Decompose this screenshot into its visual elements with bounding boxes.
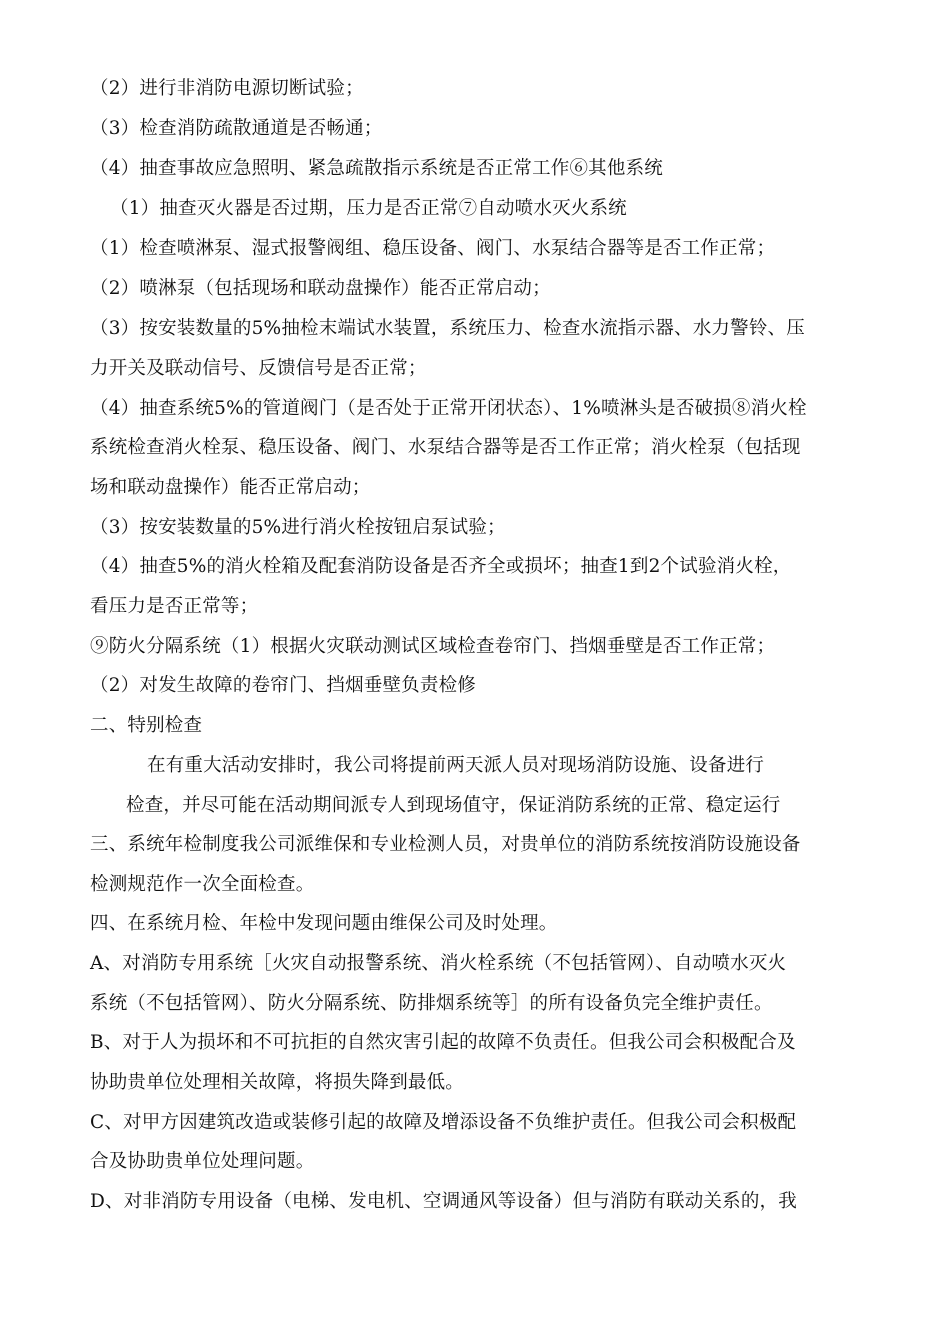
text-line: （4）抽查事故应急照明、紧急疏散指示系统是否正常工作⑥其他系统 (90, 158, 663, 179)
text-line: B、对于人为损坏和不可抗拒的自然灾害引起的故障不负责任。但我公司会积极配合及 (90, 1032, 796, 1053)
text-line: （1）检查喷淋泵、湿式报警阀组、稳压设备、阀门、水泵结合器等是否工作正常； (90, 238, 776, 259)
text-line: 场和联动盘操作）能否正常启动； (90, 477, 371, 498)
text-line: D、对非消防专用设备（电梯、发电机、空调通风等设备）但与消防有联动关系的，我 (90, 1191, 797, 1212)
text-line: （4）抽查5%的消火栓箱及配套消防设备是否齐全或损坏；抽查1到2个试验消火栓， (90, 556, 792, 577)
text-line: （2）喷淋泵（包括现场和联动盘操作）能否正常启动； (90, 278, 551, 299)
text-line: （3）检查消防疏散通道是否畅通； (90, 118, 383, 139)
text-line: C、对甲方因建筑改造或装修引起的故障及增添设备不负维护责任。但我公司会积极配 (90, 1112, 797, 1133)
text-line: 系统（不包括管网）、防火分隔系统、防排烟系统等］的所有设备负完全维护责任。 (90, 993, 773, 1014)
text-line: 系统检查消火栓泵、稳压设备、阀门、水泵结合器等是否工作正常；消火栓泵（包括现 (90, 437, 801, 458)
text-line: 协助贵单位处理相关故障，将损失降到最低。 (90, 1072, 465, 1093)
text-line: （3）按安装数量的5%抽检末端试水装置，系统压力、检查水流指示器、水力警铃、压 (90, 318, 805, 339)
text-line: （4）抽查系统5%的管道阀门（是否处于正常开闭状态）、1%喷淋头是否破损⑧消火栓 (90, 398, 807, 419)
text-line: 检查，并尽可能在活动期间派专人到现场值守，保证消防系统的正常、稳定运行 (126, 795, 781, 816)
text-line: （2）对发生故障的卷帘门、挡烟垂壁负责检修 (90, 675, 476, 696)
text-line: 在有重大活动安排时，我公司将提前两天派人员对现场消防设施、设备进行 (147, 755, 765, 776)
text-line: （3）按安装数量的5%进行消火栓按钮启泵试验； (90, 517, 506, 538)
text-line: （1）抽查灭火器是否过期，压力是否正常⑦自动喷水灭火系统 (110, 198, 627, 219)
section-heading: 三、系统年检制度我公司派维保和专业检测人员，对贵单位的消防系统按消防设施设备 (90, 834, 801, 855)
text-line: A、对消防专用系统［火灾自动报警系统、消火栓系统（不包括管网）、自动喷水灭火 (90, 953, 787, 974)
text-line: 合及协助贵单位处理问题。 (90, 1151, 315, 1172)
section-heading: 二、特别检查 (90, 715, 203, 736)
text-line: 检测规范作一次全面检查。 (90, 874, 315, 895)
section-heading: 四、在系统月检、年检中发现问题由维保公司及时处理。 (90, 913, 558, 934)
text-line: 看压力是否正常等； (90, 596, 259, 617)
text-line: ⑨防火分隔系统（1）根据火灾联动测试区域检查卷帘门、挡烟垂壁是否工作正常； (90, 636, 776, 657)
text-line: （2）进行非消防电源切断试验； (90, 78, 364, 99)
text-line: 力开关及联动信号、反馈信号是否正常； (90, 358, 427, 379)
